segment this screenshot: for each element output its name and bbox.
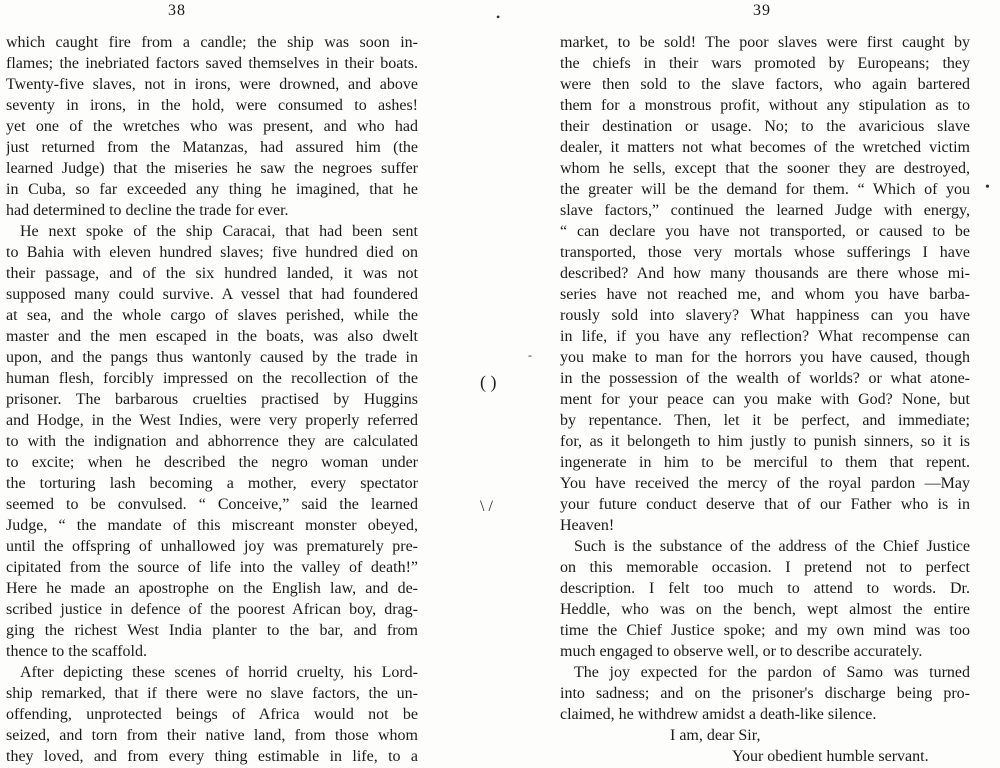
text-line: you make to man for the horrors you have caused, though <box>560 349 970 366</box>
text-line: Here he made an apostrophe on the English law, and de- <box>6 580 418 597</box>
text-line: seemed to be convulsed. “ Conceive,” said the learned <box>6 496 418 513</box>
text-line: your future conduct deserve that of our Father who is in <box>560 496 970 513</box>
text-line: claimed, he withdrew amidst a death-like silence. <box>560 706 877 723</box>
text-line: in life, if you have any reflection? What recompense can <box>560 328 970 345</box>
text-line: were then sold to the slave factors, who again bartered <box>560 76 970 93</box>
text-line: Heaven! <box>560 517 615 534</box>
letter-closing-salutation: I am, dear Sir, <box>670 727 761 744</box>
text-line: the greater will be the demand for them. “ Which of you <box>560 181 970 198</box>
text-line: He next spoke of the ship Caracai, that had been sent <box>20 223 418 240</box>
text-line: to with the indignation and abhorrence they are calculated <box>6 433 418 450</box>
text-line: “ can declare you have not transported, or caused to be <box>560 223 970 240</box>
text-line: human flesh, forcibly impressed on the recollection of the <box>6 370 418 387</box>
text-line: their destination or usage. No; to the avaricious slave <box>560 118 970 135</box>
gutter-binding-mark: ( ) <box>480 372 497 392</box>
text-line: to Bahia with eleven hundred slaves; five hundred died on <box>6 244 418 261</box>
text-line: series have not reached me, and whom you have barba- <box>560 286 970 303</box>
text-line: which caught fire from a candle; the ship was soon in- <box>6 34 418 51</box>
text-line: Twenty-five slaves, not in irons, were drowned, and above <box>6 76 418 93</box>
text-line: into sadness; and on the prisoner's discharge being pro- <box>560 685 970 702</box>
text-line: transported, those very mortals whose sufferings I have <box>560 244 970 261</box>
text-line: in Cuba, so far exceeded any thing he imagined, that he <box>6 181 418 198</box>
text-line: ment for your peace can you make with God? None, but <box>560 391 970 408</box>
text-line: offending, unprotected beings of Africa would not be <box>6 706 418 723</box>
text-line: seventy in irons, in the hold, were consumed to ashes! <box>6 97 418 114</box>
text-line: much engaged to observe well, or to describe accurately. <box>560 643 923 660</box>
print-speck: - <box>528 348 532 362</box>
text-line: description. I felt too much to attend to words. Dr. <box>560 580 970 597</box>
text-line: just returned from the Matanzas, had assured him (the <box>6 139 418 156</box>
text-line: to excite; when he described the negro woman under <box>6 454 418 471</box>
print-speck: • <box>985 180 990 195</box>
right-page-text <box>560 32 970 767</box>
right-page <box>545 0 975 768</box>
text-line: You have received the mercy of the royal pardon —May <box>560 475 970 492</box>
text-line: on this memorable occasion. I pretend not to perfect <box>560 559 970 576</box>
text-line: and Hodge, in the West Indies, were very properly referred <box>6 412 418 429</box>
text-line: time the Chief Justice spoke; and my own mind was too <box>560 622 970 639</box>
text-line: them for a monstrous profit, without any stipulation as to <box>560 97 970 114</box>
print-speck: • <box>496 10 501 24</box>
text-line: described? And how many thousands are there whose mi- <box>560 265 970 282</box>
text-line: upon, and the pangs thus wantonly caused by the trade in <box>6 349 418 366</box>
text-line: by repentance. Then, let it be perfect, and immediate; <box>560 412 970 429</box>
text-line: market, to be sold! The poor slaves were first caught by <box>560 34 970 51</box>
gutter-binding-mark: \ / <box>480 498 493 515</box>
text-line: learned Judge) that the miseries he saw the negroes suffer <box>6 160 418 177</box>
text-line: Judge, “ the mandate of this miscreant monster obeyed, <box>6 517 418 534</box>
text-line: ingenerate in him to be merciful to them that repent. <box>560 454 970 471</box>
text-line: flames; the inebriated factors saved themselves in their boats. <box>6 55 418 72</box>
left-page-text <box>6 32 418 767</box>
text-line: thence to the scaffold. <box>6 643 147 660</box>
left-page <box>0 0 430 768</box>
text-line: supposed many could survive. A vessel that had foundered <box>6 286 418 303</box>
text-line: at sea, and the whole cargo of slaves perished, while the <box>6 307 418 324</box>
text-line: cipitated from the source of life into the valley of death!” <box>6 559 418 576</box>
text-line: prisoner. The barbarous cruelties practised by Huggins <box>6 391 418 408</box>
text-line: master and the men escaped in the boats, was also dwelt <box>6 328 418 345</box>
text-line: whom he sells, except that the sooner they are destroyed, <box>560 160 970 177</box>
page-number-right: 39 <box>753 2 771 19</box>
text-line: yet one of the wretches who was present, and who had <box>6 118 418 135</box>
text-line: dealer, it matters not what becomes of the wretched victim <box>560 139 970 156</box>
text-line: the torturing lash becoming a mother, every spectator <box>6 475 418 492</box>
text-line: they loved, and from every thing estimable in life, to a <box>6 748 418 765</box>
text-line: had determined to decline the trade for ever. <box>6 202 289 219</box>
text-line: their passage, and of the six hundred landed, it was not <box>6 265 418 282</box>
page-number-left: 38 <box>168 2 186 19</box>
text-line: for, as it belongeth to him justly to punish sinners, so it is <box>560 433 970 450</box>
text-line: until the offspring of unhallowed joy was prematurely pre- <box>6 538 418 555</box>
text-line: in the possession of the wealth of worlds? or what atone- <box>560 370 970 387</box>
text-line: The joy expected for the pardon of Samo was turned <box>574 664 970 681</box>
text-line: rously sold into slavery? What happiness can you have <box>560 307 970 324</box>
text-line: ging the richest West India planter to the bar, and from <box>6 622 418 639</box>
text-line: ship remarked, that if there were no slave factors, the un- <box>6 685 418 702</box>
text-line: After depicting these scenes of horrid cruelty, his Lord- <box>20 664 418 681</box>
text-line: the chiefs in their wars promoted by Europeans; they <box>560 55 970 72</box>
text-line: Heddle, who was on the bench, wept almost the entire <box>560 601 970 618</box>
text-line: scribed justice in defence of the poorest African boy, drag- <box>6 601 418 618</box>
text-line: Such is the substance of the address of the Chief Justice <box>574 538 970 555</box>
text-line: slave factors,” continued the learned Judge with energy, <box>560 202 970 219</box>
letter-closing-signoff: Your obedient humble servant. <box>732 748 929 765</box>
text-line: seized, and torn from their native land, from those whom <box>6 727 418 744</box>
